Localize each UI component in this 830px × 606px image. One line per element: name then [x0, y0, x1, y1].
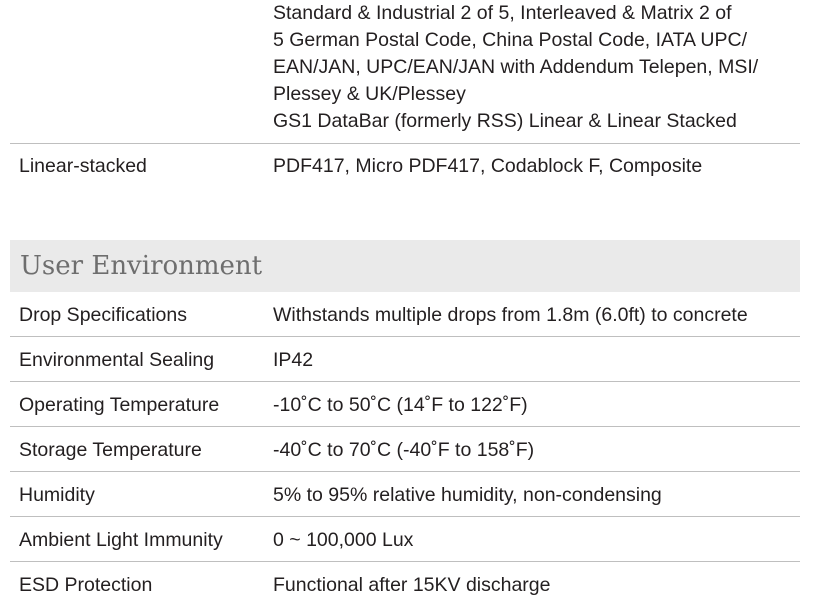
symbology-line: 5 German Postal Code, China Postal Code, IATA UPC/ — [273, 29, 747, 51]
spec-label: Operating Temperature — [19, 394, 220, 416]
spec-value: -40˚C to 70˚C (-40˚F to 158˚F) — [273, 439, 535, 461]
spec-value: IP42 — [273, 349, 314, 371]
spec-value: 0 ~ 100,000 Lux — [273, 529, 414, 551]
user-environment-table — [10, 292, 800, 606]
spec-value: -10˚C to 50˚C (14˚F to 122˚F) — [273, 394, 528, 416]
spec-row-humidity — [10, 472, 800, 517]
user-environment-header — [10, 240, 800, 292]
spec-label: ESD Protection — [19, 574, 153, 596]
spec-value: Functional after 15KV discharge — [273, 574, 551, 596]
spec-row-drop — [10, 292, 800, 337]
linear-stacked-label: Linear-stacked — [19, 155, 147, 177]
spec-sheet — [10, 0, 800, 596]
spec-label: Ambient Light Immunity — [19, 529, 223, 551]
spec-value: Withstands multiple drops from 1.8m (6.0ft) to concrete — [273, 304, 748, 326]
spec-label: Humidity — [19, 484, 95, 506]
symbology-line: Plessey & UK/Plessey — [273, 83, 466, 105]
spec-value: 5% to 95% relative humidity, non-condensing — [273, 484, 662, 506]
spec-row-storage-temp — [10, 427, 800, 472]
symbology-line: Standard & Industrial 2 of 5, Interleaved & Matrix 2 of — [273, 2, 732, 24]
linear-stacked-row — [10, 144, 800, 189]
spec-label: Storage Temperature — [19, 439, 202, 461]
symbology-line: EAN/JAN, UPC/EAN/JAN with Addendum Telepen, MSI/ — [273, 56, 759, 78]
symbologies-linear-row — [10, 0, 800, 144]
spec-row-esd — [10, 562, 800, 606]
symbologies-linear-value — [273, 0, 800, 135]
spec-label: Environmental Sealing — [19, 349, 215, 371]
section-title: User Environment — [20, 251, 263, 281]
symbology-line: GS1 DataBar (formerly RSS) Linear & Linear Stacked — [273, 110, 737, 132]
spec-row-operating-temp — [10, 382, 800, 427]
spec-row-ambient-light — [10, 517, 800, 562]
spec-row-sealing — [10, 337, 800, 382]
spec-label: Drop Specifications — [19, 304, 187, 326]
linear-stacked-value: PDF417, Micro PDF417, Codablock F, Composite — [273, 155, 703, 177]
